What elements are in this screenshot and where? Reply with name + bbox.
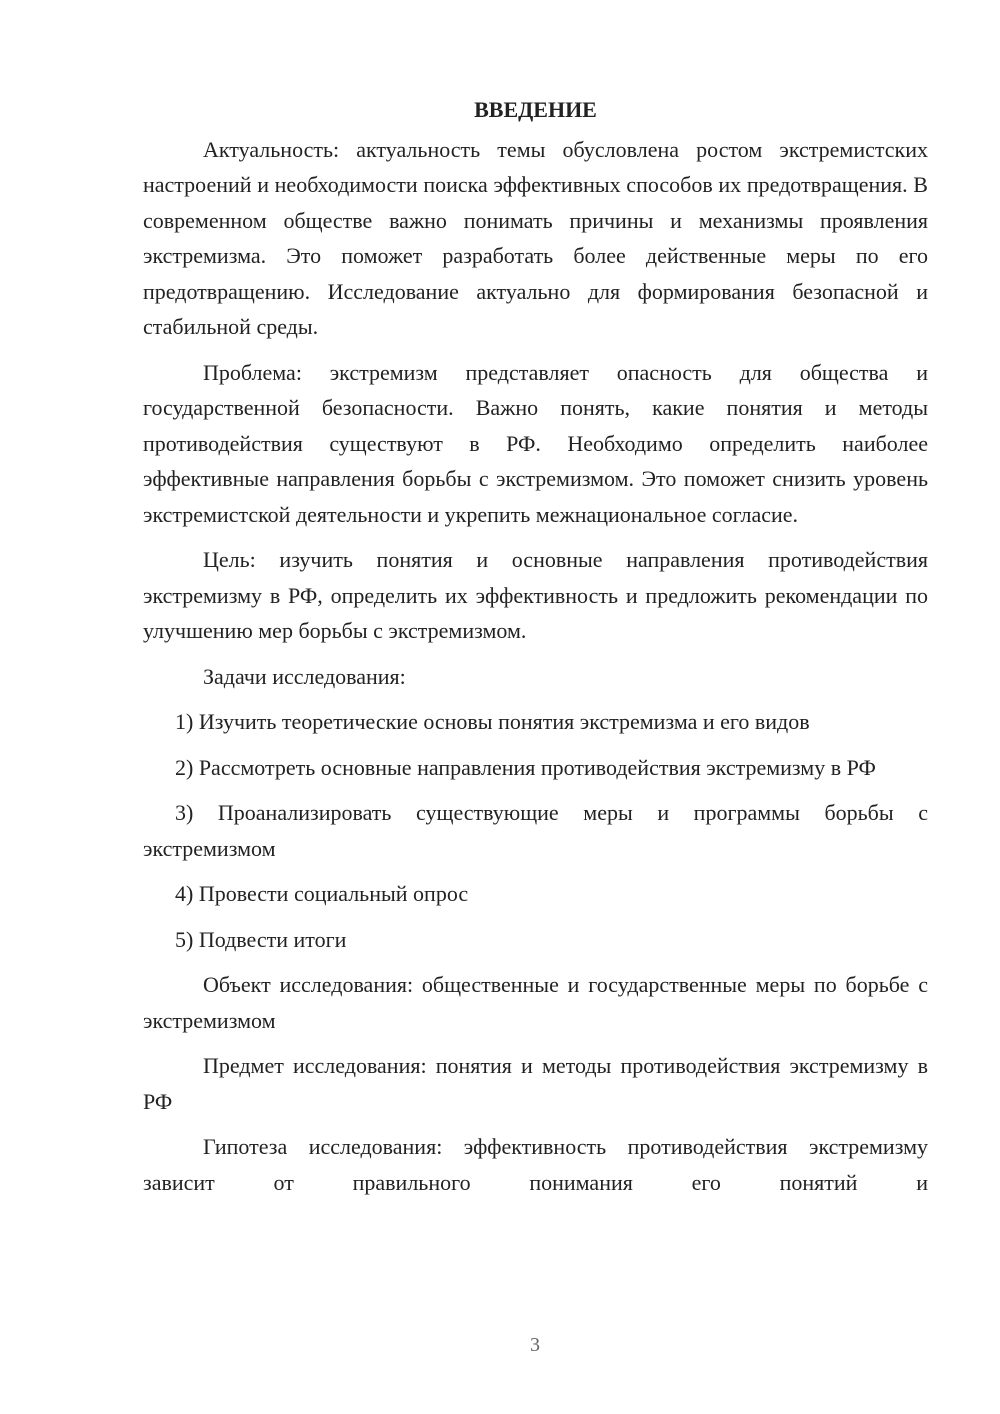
page-content <box>143 92 928 1200</box>
goal-paragraph: Цель: изучить понятия и основные направления противодействия экстремизму в РФ, определить их эффективность и предложить рекомендации по улучшению мер борьбы с экстремизмом. <box>143 547 928 643</box>
task-item: 1) Изучить теоретические основы понятия экстремизма и его видов <box>175 709 810 734</box>
page-number: 3 <box>530 1334 540 1356</box>
tasks-title: Задачи исследования: <box>203 663 406 689</box>
task-item: 2) Рассмотреть основные направления противодействия экстремизму в РФ <box>175 754 876 780</box>
relevance-paragraph: Актуальность: актуальность темы обусловлена ростом экстремистских настроений и необходимости поиска эффективных способов их предотвращения. В современном обществе важно понимать причины и механизмы проявления экстремизма. Это поможет разработать более действенные меры по его предотвращению. Исследование актуально для формирования безопасной и стабильной среды. <box>143 136 928 339</box>
section-heading: ВВЕДЕНИЕ <box>474 97 597 122</box>
task-item: 3) Проанализировать существующие меры и программы борьбы с экстремизмом <box>143 800 928 861</box>
subject-paragraph: Предмет исследования: понятия и методы противодействия экстремизму в РФ <box>143 1053 928 1114</box>
problem-paragraph: Проблема: экстремизм представляет опасность для общества и государственной безопасности. Важно понять, какие понятия и методы противодействия существуют в РФ. Необходимо определить наиболее эффективные направления борьбы с экстремизмом. Это поможет снизить уровень экстремистской деятельности и укрепить межнациональное согласие. <box>143 359 928 527</box>
object-paragraph: Объект исследования: общественные и государственные меры по борьбе с экстремизмом <box>143 972 928 1033</box>
task-item: 4) Провести социальный опрос <box>175 881 469 906</box>
hypothesis-paragraph: Гипотеза исследования: эффективность противодействия экстремизму зависит от правильного понимания его понятий и <box>143 1134 928 1195</box>
task-item: 5) Подвести итоги <box>175 926 347 952</box>
